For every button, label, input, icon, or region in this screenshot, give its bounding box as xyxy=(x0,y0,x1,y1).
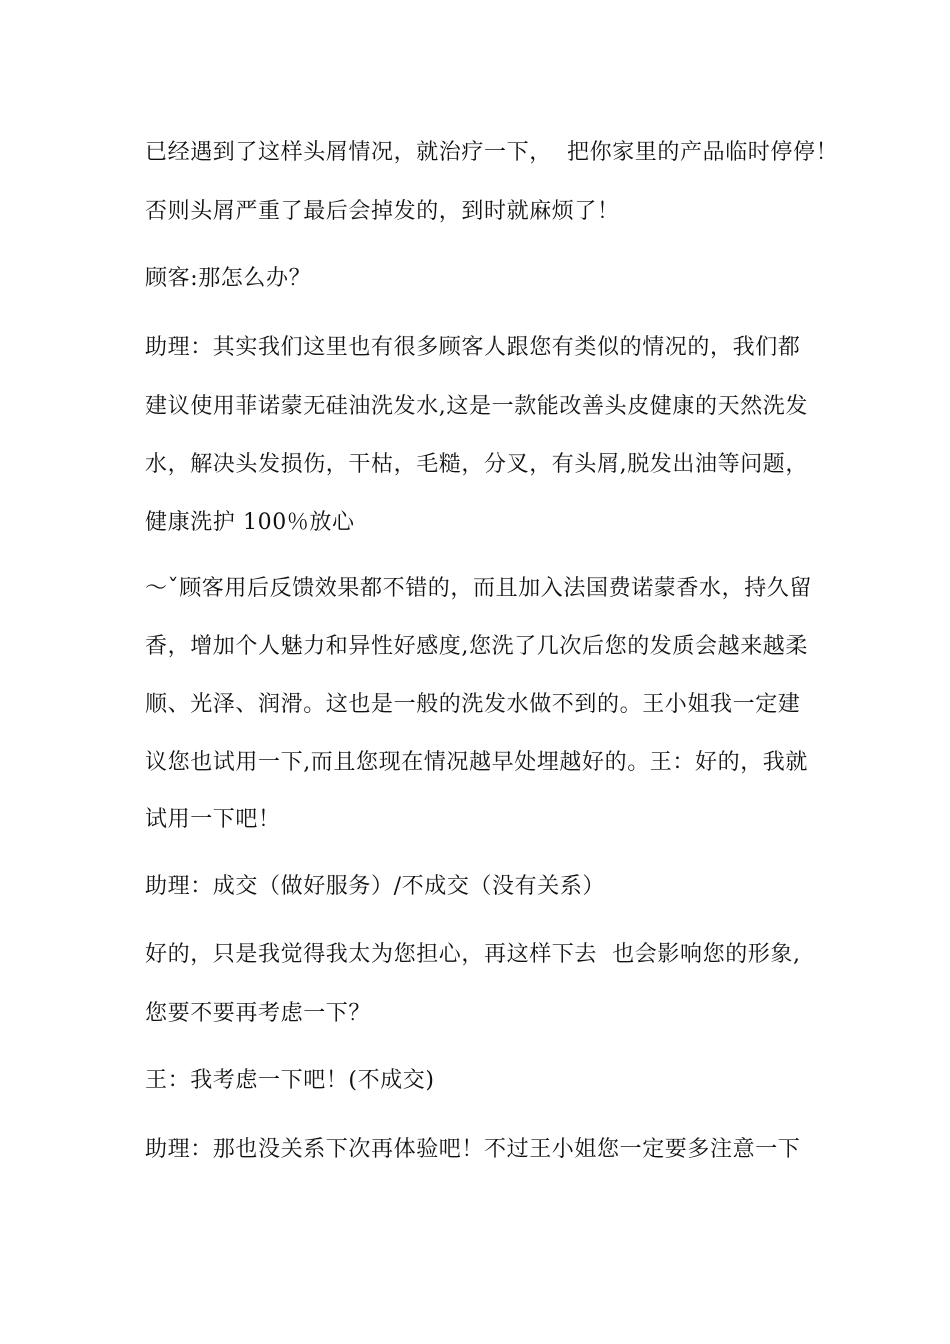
text-line: 助理：成交（做好服务）/不成交（没有关系） xyxy=(145,874,606,899)
text-line: 已经遇到了这样头屑情况，就治疗一下， 把你家里的产品临时停停！ xyxy=(145,140,839,165)
text-line: 助理：那也没关系下次再体验吧！不过王小姐您一定要多注意一下 xyxy=(145,1137,801,1162)
text-line: 好的，只是我觉得我太为您担心，再这样下去 也会影响您的形象, xyxy=(145,942,801,967)
text-line: 否则头屑严重了最后会掉发的，到时就麻烦了！ xyxy=(145,199,620,224)
text-line: 顺、光泽、润滑。这也是一般的洗发水做不到的。王小姐我一定建 xyxy=(145,692,801,717)
text-line: 水，解决头发损伤，干枯，毛糙，分叉，有头屑,脱发出油等问题， xyxy=(145,452,808,477)
text-line: ～ˇ顾客用后反馈效果都不错的，而且加入法国费诺蒙香水，持久留 xyxy=(145,576,813,601)
text-line: 香，增加个人魅力和异性好感度,您洗了几次后您的发质会越来越柔 xyxy=(145,634,808,659)
text-line: 顾客:那怎么办？ xyxy=(145,266,312,291)
text-line: 健康洗护 100％放心 xyxy=(145,510,355,535)
text-line: 建议使用菲诺蒙无硅油洗发水,这是一款能改善头皮健康的天然洗发 xyxy=(145,394,808,419)
text-line: 您要不要再考虑一下？ xyxy=(145,1001,372,1026)
text-line: 助理：其实我们这里也有很多顾客人跟您有类似的情况的，我们都 xyxy=(145,335,801,360)
text-line: 试用一下吧！ xyxy=(145,807,281,832)
text-line: 议您也试用一下,而且您现在情况越早处埋越好的。王：好的，我就 xyxy=(145,750,808,775)
text-line: 王：我考虑一下吧！(不成交) xyxy=(145,1068,435,1093)
